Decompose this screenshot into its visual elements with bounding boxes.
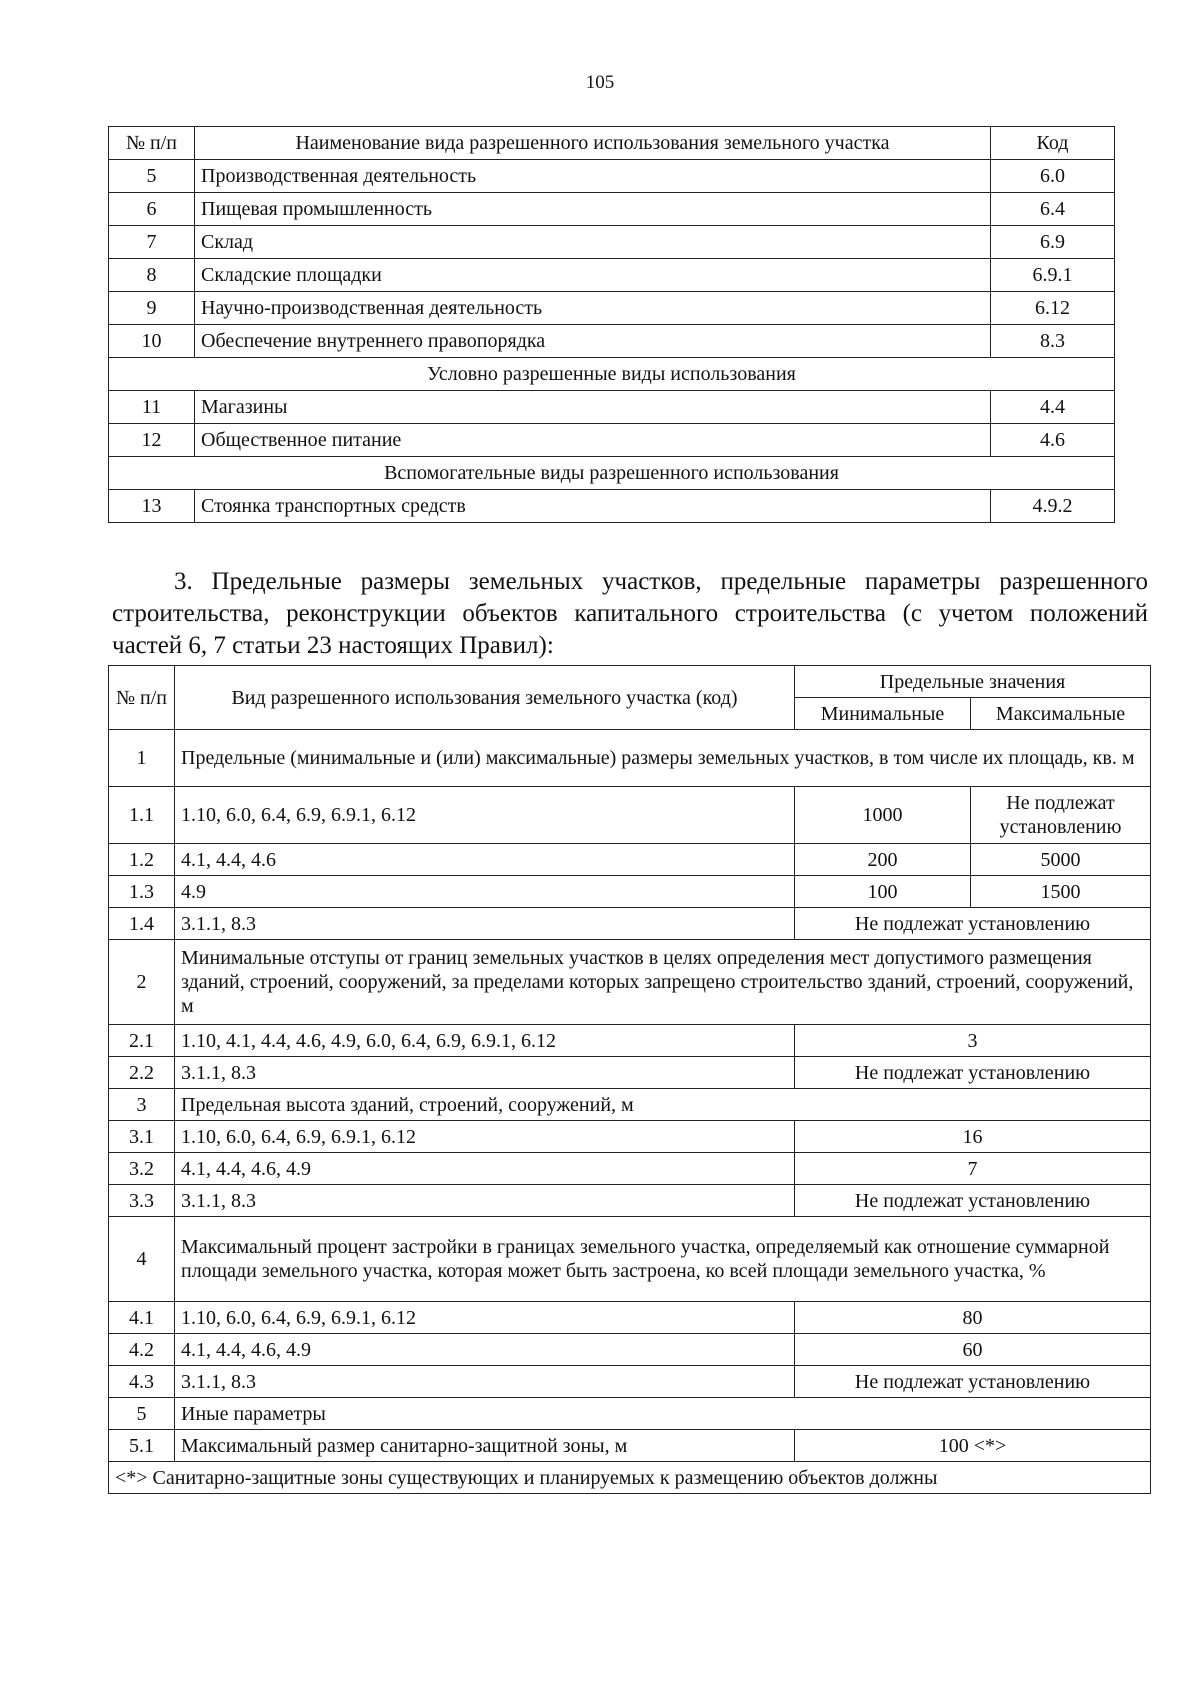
- row-num: 5: [109, 160, 195, 193]
- section-title: Предельная высота зданий, строений, сооружений, м: [175, 1089, 1151, 1121]
- row-value: 80: [795, 1302, 1151, 1334]
- table-row: [109, 259, 1115, 292]
- row-codes: 4.9: [175, 876, 795, 908]
- row-num: 2.1: [109, 1025, 175, 1057]
- row-max: 1500: [971, 876, 1151, 908]
- row-num: 1.3: [109, 876, 175, 908]
- row-value: 7: [795, 1153, 1151, 1185]
- section-3-paragraph: 3. Предельные размеры земельных участков, предельные параметры разрешенного строительства, реконструкции объектов капитального строительства (с учетом положений частей 6, 7 статьи 23 настоящих Правил):: [112, 568, 1148, 659]
- table-row: [109, 1366, 1151, 1398]
- table-row: [109, 1430, 1151, 1462]
- page-number: 105: [585, 72, 615, 93]
- row-code: 8.3: [991, 325, 1115, 358]
- row-code: 4.9.2: [991, 490, 1115, 523]
- table-row: [109, 1302, 1151, 1334]
- note-row: [109, 1462, 1151, 1494]
- row-codes: 4.1, 4.4, 4.6, 4.9: [175, 1153, 795, 1185]
- row-num: 3.1: [109, 1121, 175, 1153]
- header-limits: Предельные значения: [795, 666, 1151, 698]
- row-code: 6.9: [991, 226, 1115, 259]
- row-num: 6: [109, 193, 195, 226]
- row-code: 6.12: [991, 292, 1115, 325]
- section-row: [109, 1217, 1151, 1302]
- section-row: [109, 457, 1115, 490]
- section-row: [109, 1398, 1151, 1430]
- section-row: [109, 940, 1151, 1025]
- row-code: 6.9.1: [991, 259, 1115, 292]
- table-row: [109, 490, 1115, 523]
- row-num: 1: [109, 730, 175, 787]
- table-row: [109, 226, 1115, 259]
- section-row: [109, 730, 1151, 787]
- row-num: 4.3: [109, 1366, 175, 1398]
- permitted-uses-table: [108, 126, 1115, 523]
- row-max: 5000: [971, 844, 1151, 876]
- row-value: 100 <*>: [795, 1430, 1151, 1462]
- row-codes: 4.1, 4.4, 4.6: [175, 844, 795, 876]
- row-code: 6.4: [991, 193, 1115, 226]
- row-name: Производственная деятельность: [195, 160, 991, 193]
- section-title: Предельные (минимальные и (или) максимальные) размеры земельных участков, в том числе их площадь, кв. м: [175, 730, 1151, 787]
- limit-parameters-table: [108, 665, 1151, 1494]
- row-codes: 3.1.1, 8.3: [175, 1366, 795, 1398]
- row-value: 16: [795, 1121, 1151, 1153]
- table-row: [109, 1185, 1151, 1217]
- row-value: Не подлежат установлению: [795, 1366, 1151, 1398]
- table-row: [109, 391, 1115, 424]
- row-num: 13: [109, 490, 195, 523]
- table-header-row: [109, 127, 1115, 160]
- row-codes: 1.10, 6.0, 6.4, 6.9, 6.9.1, 6.12: [175, 1302, 795, 1334]
- footnote: <*> Санитарно-защитные зоны существующих и планируемых к размещению объектов должны: [109, 1462, 1151, 1494]
- row-num: 10: [109, 325, 195, 358]
- table-row: [109, 160, 1115, 193]
- row-name: Общественное питание: [195, 424, 991, 457]
- table-row: [109, 1334, 1151, 1366]
- row-num: 4.2: [109, 1334, 175, 1366]
- row-num: 2.2: [109, 1057, 175, 1089]
- row-name: Обеспечение внутреннего правопорядка: [195, 325, 991, 358]
- row-code: 6.0: [991, 160, 1115, 193]
- row-codes: 1.10, 6.0, 6.4, 6.9, 6.9.1, 6.12: [175, 1121, 795, 1153]
- section-title: Максимальный процент застройки в границах земельного участка, определяемый как отношение суммарной площади земельного участка, которая может быть застроена, ко всей площади земельного участка, %: [175, 1217, 1151, 1302]
- row-num: 1.4: [109, 908, 175, 940]
- header-max: Максимальные: [971, 698, 1151, 730]
- row-name: Пищевая промышленность: [195, 193, 991, 226]
- row-num: 4.1: [109, 1302, 175, 1334]
- header-name: Наименование вида разрешенного использования земельного участка: [195, 127, 991, 160]
- table-row: [109, 1025, 1151, 1057]
- row-num: 11: [109, 391, 195, 424]
- table-row: [109, 1153, 1151, 1185]
- row-value: 3: [795, 1025, 1151, 1057]
- row-num: 4: [109, 1217, 175, 1302]
- table-row: [109, 292, 1115, 325]
- table-row: [109, 876, 1151, 908]
- row-num: 9: [109, 292, 195, 325]
- section-auxiliary-uses: Вспомогательные виды разрешенного использования: [109, 457, 1115, 490]
- section-title: Иные параметры: [175, 1398, 1151, 1430]
- row-num: 5.1: [109, 1430, 175, 1462]
- header-num: № п/п: [109, 666, 175, 730]
- table-row: [109, 193, 1115, 226]
- row-codes: 3.1.1, 8.3: [175, 908, 795, 940]
- row-min: 100: [795, 876, 971, 908]
- row-min: 200: [795, 844, 971, 876]
- row-name: Научно-производственная деятельность: [195, 292, 991, 325]
- table-header-row: [109, 666, 1151, 698]
- table-row: [109, 325, 1115, 358]
- table-row: [109, 787, 1151, 844]
- row-num: 12: [109, 424, 195, 457]
- row-num: 8: [109, 259, 195, 292]
- row-min: 1000: [795, 787, 971, 844]
- row-codes: Максимальный размер санитарно-защитной зоны, м: [175, 1430, 795, 1462]
- section-title: Минимальные отступы от границ земельных участков в целях определения мест допустимого размещения зданий, строений, сооружений, за пределами которых запрещено строительство зданий, строений, сооружений, м: [175, 940, 1151, 1025]
- row-num: 1.1: [109, 787, 175, 844]
- row-max: Не подлежат установлению: [971, 787, 1151, 844]
- table-row: [109, 424, 1115, 457]
- row-code: 4.6: [991, 424, 1115, 457]
- table-row: [109, 1057, 1151, 1089]
- row-name: Стоянка транспортных средств: [195, 490, 991, 523]
- section-row: [109, 1089, 1151, 1121]
- row-num: 3.2: [109, 1153, 175, 1185]
- row-code: 4.4: [991, 391, 1115, 424]
- table-row: [109, 908, 1151, 940]
- row-name: Магазины: [195, 391, 991, 424]
- row-num: 7: [109, 226, 195, 259]
- section-row: [109, 358, 1115, 391]
- row-value: Не подлежат установлению: [795, 908, 1151, 940]
- row-codes: 1.10, 6.0, 6.4, 6.9, 6.9.1, 6.12: [175, 787, 795, 844]
- row-num: 2: [109, 940, 175, 1025]
- row-value: 60: [795, 1334, 1151, 1366]
- table-row: [109, 844, 1151, 876]
- row-num: 5: [109, 1398, 175, 1430]
- row-num: 3: [109, 1089, 175, 1121]
- header-num: № п/п: [109, 127, 195, 160]
- row-codes: 4.1, 4.4, 4.6, 4.9: [175, 1334, 795, 1366]
- row-codes: 3.1.1, 8.3: [175, 1185, 795, 1217]
- row-value: Не подлежат установлению: [795, 1057, 1151, 1089]
- section-conditional-uses: Условно разрешенные виды использования: [109, 358, 1115, 391]
- row-name: Складские площадки: [195, 259, 991, 292]
- row-name: Склад: [195, 226, 991, 259]
- row-codes: 3.1.1, 8.3: [175, 1057, 795, 1089]
- row-num: 3.3: [109, 1185, 175, 1217]
- row-num: 1.2: [109, 844, 175, 876]
- row-value: Не подлежат установлению: [795, 1185, 1151, 1217]
- table-row: [109, 1121, 1151, 1153]
- row-codes: 1.10, 4.1, 4.4, 4.6, 4.9, 6.0, 6.4, 6.9, 6.9.1, 6.12: [175, 1025, 795, 1057]
- header-min: Минимальные: [795, 698, 971, 730]
- header-use: Вид разрешенного использования земельного участка (код): [175, 666, 795, 730]
- header-code: Код: [991, 127, 1115, 160]
